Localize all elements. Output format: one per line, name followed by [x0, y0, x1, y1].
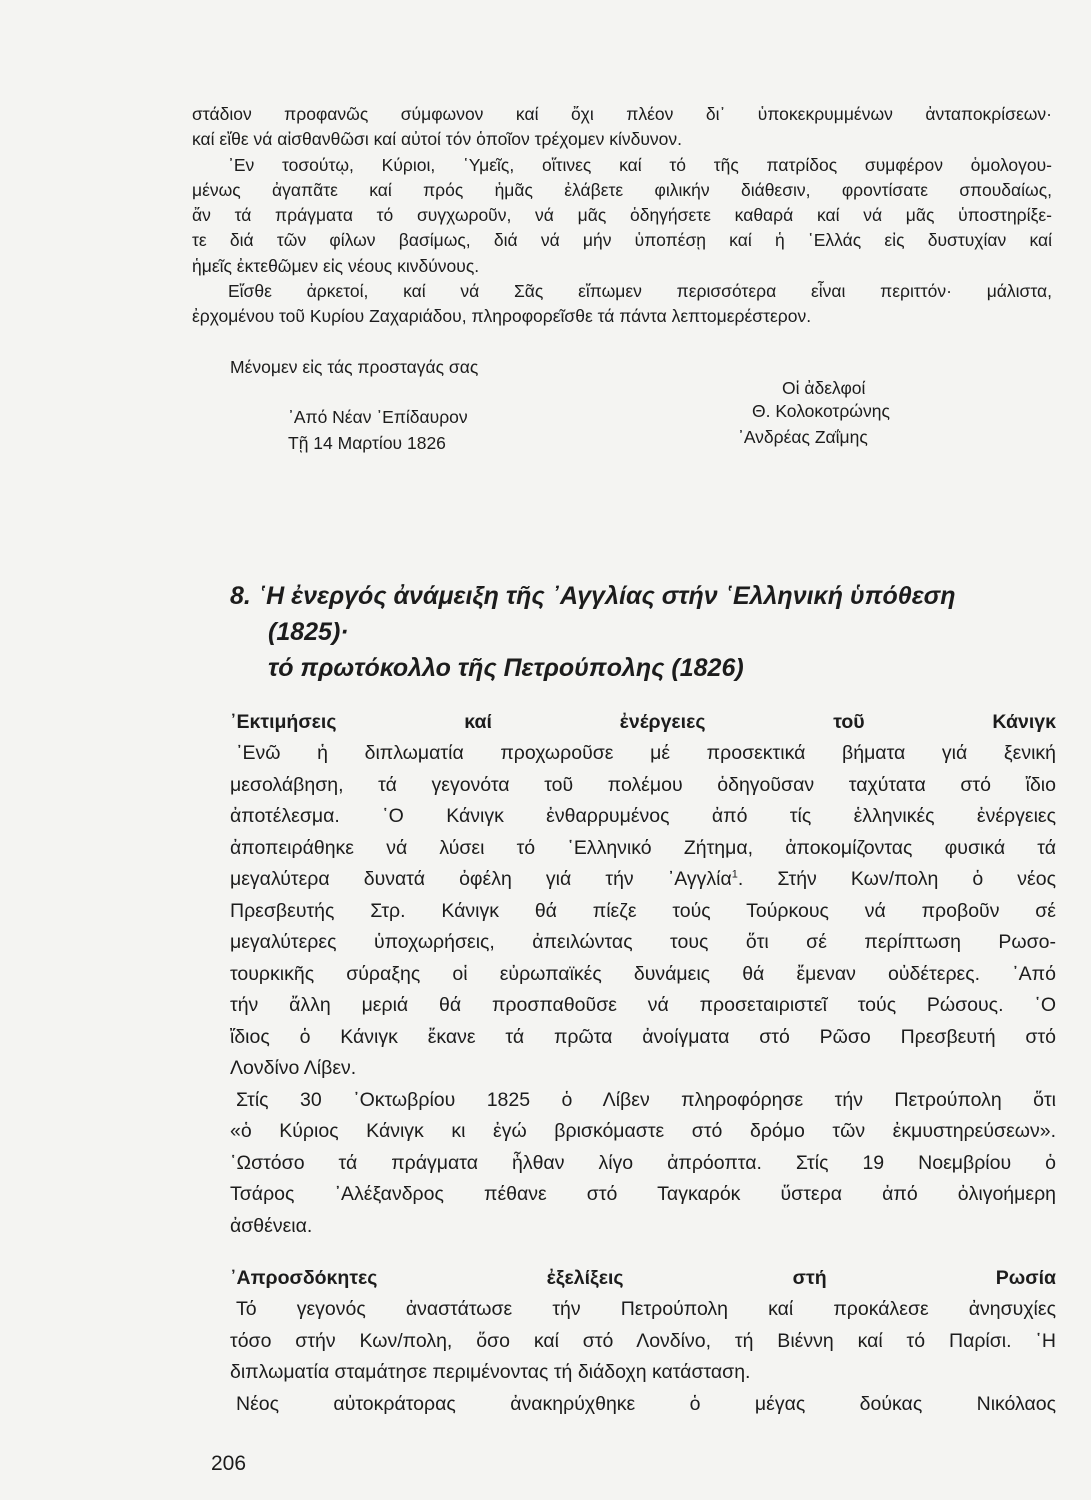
body-line: ῾Ωστόσο τά πράγματα ἦλθαν λίγο ἀπρόοπτα. Στίς 19 Νοεμβρίου ὁ: [230, 1151, 1056, 1174]
section-title-line-3: τό πρωτόκολλο τῆς Πετρούπολης (1826): [268, 654, 744, 682]
subsection-heading: ᾿Απροσδόκητες ἐξελίξεις στή Ρωσία: [230, 1267, 1056, 1289]
section-title-line-1: ῾Η ἐνεργός ἀνάμειξη τῆς ᾿Αγγλίας στήν ῾Ελληνική ὑπόθεση: [257, 582, 956, 610]
body-line: Νέος αὐτοκράτορας ἀνακηρύχθηκε ὁ μέγας δούκας Νικόλαος: [236, 1392, 1056, 1415]
signatory-zaimis: ᾿Ανδρέας Ζαΐμης: [738, 427, 868, 447]
body-line: τήν ἄλλη μεριά θά προσπαθοῦσε νά προσεταιριστεῖ τούς Ρώσους. ῾Ο: [230, 994, 1056, 1016]
letter-line: ἐρχομένου τοῦ Κυρίου Ζαχαριάδου, πληροφορεῖσθε τά πάντα λεπτομερέστερον.: [192, 306, 812, 327]
body-line: ᾿Ενῶ ἡ διπλωματία προχωροῦσε μέ προσεκτικά βήματα γιά ξενική: [236, 742, 1056, 764]
subsection-russia: [230, 1262, 1056, 1420]
body-line: ἀσθένεια.: [230, 1214, 313, 1237]
page-number: 206: [211, 1452, 247, 1475]
letter-salutation: Μένομεν εἰς τάς προσταγάς σας: [230, 357, 479, 377]
body-line: μεσολάβηση, τά γεγονότα τοῦ πολέμου ὁδηγοῦσαν ταχύτατα στό ἴδιο: [230, 773, 1056, 796]
letter-line: ᾿Εν τοσούτῳ, Κύριοι, ῾Υμεῖς, οἵτινες καί τό τῆς πατρίδος συμφέρον ὁμολογου-: [228, 154, 1052, 175]
body-line: ἴδιος ὁ Κάνιγκ ἔκανε τά πρῶτα ἀνοίγματα στό Ρῶσο Πρεσβευτή στό: [230, 1025, 1056, 1048]
letter-line: μένως ἀγαπᾶτε καί πρός ἡμᾶς ἐλάβετε φιλικήν διάθεσιν, φροντίσατε σπουδαίως,: [192, 179, 1052, 200]
body-line: «ὁ Κύριος Κάνιγκ κι ἐγώ βρισκόμαστε στό δρόμο τῶν ἐκμυστηρεύσεων».: [230, 1120, 1056, 1142]
letter-line: καί εἴθε νά αἰσθανθῶσι καί αὐτοί τόν ὁποῖον τρέχομεν κίνδυνον.: [192, 129, 682, 150]
body-line: διπλωματία σταμάτησε περιμένοντας τή διάδοχη κατάσταση.: [230, 1361, 751, 1383]
letter-excerpt: [192, 102, 1052, 453]
body-line: Πρεσβευτής Στρ. Κάνιγκ θά πίεζε τούς Τούρκους νά προβοῦν σέ: [230, 899, 1056, 922]
section-title-line-2: (1825)·: [268, 618, 349, 646]
letter-line: στάδιον προφανῶς σύμφωνον καί ὄχι πλέον δι᾿ ὑποκεκρυμμένων ἀνταποκρίσεων·: [192, 104, 1052, 124]
body-line: ἀποτέλεσμα. ῾Ο Κάνιγκ ἐνθαρρυμένος ἀπό τίς ἑλληνικές ἐνέργειες: [230, 805, 1056, 827]
body-line: τόσο στήν Κων/πολη, ὅσο καί στό Λονδίνο, τή Βιέννη καί τό Παρίσι. ῾Η: [230, 1329, 1056, 1352]
subsection-canning: [230, 706, 1056, 1242]
letter-line: ἄν τά πράγματα τό συγχωροῦν, νά μᾶς ὁδηγήσετε καθαρά καί νά μᾶς ὑποστηρίξε-: [192, 205, 1052, 226]
letter-place: ᾿Από Νέαν ᾿Επίδαυρον: [288, 407, 468, 427]
body-line: Λονδίνο Λίβεν.: [230, 1057, 357, 1079]
letter-line: Εἴσθε ἀρκετοί, καί νά Σᾶς εἴπωμεν περισσότερα εἶναι περιττόν· μάλιστα,: [228, 281, 1052, 302]
subsection-heading: ᾿Εκτιμήσεις καί ἐνέργειες τοῦ Κάνιγκ: [230, 711, 1056, 733]
signatory-kolokotronis: Θ. Κολοκοτρώνης: [752, 401, 890, 421]
letter-line: τε διά τῶν φίλων βασίμως, διά νά μήν ὑποπέσῃ καί ἡ ῾Ελλάς εἰς δυστυχίαν καί: [192, 230, 1052, 251]
signatories-title: Οἱ ἀδελφοί: [782, 378, 866, 398]
body-line: τουρκικῆς σύραξης οἱ εὐρωπαϊκές δυνάμεις θά ἔμεναν οὐδέτερες. ᾿Από: [230, 962, 1056, 985]
body-line: Στίς 30 ᾿Οκτωβρίου 1825 ὁ Λίβεν πληροφόρησε τήν Πετρούπολη ὅτι: [236, 1088, 1056, 1111]
letter-closing: [192, 355, 1052, 453]
letter-line: ἡμεῖς ἐκτεθῶμεν εἰς νέους κινδύνους.: [192, 255, 480, 276]
body-line: μεγαλύτερες ὑποχωρήσεις, ἀπειλώντας τους ὅτι σέ περίπτωση Ρωσο-: [230, 931, 1056, 953]
body-line: ἀποπειράθηκε νά λύσει τό ῾Ελληνικό Ζήτημα, ἀποκομίζοντας φυσικά τά: [230, 836, 1056, 859]
body-line: Τσάρος ᾿Αλέξανδρος πέθανε στό Ταγκαρόκ ὕστερα ἀπό ὀλιγοήμερη: [230, 1183, 1056, 1205]
letter-date: Τῇ 14 Μαρτίου 1826: [288, 433, 446, 453]
section-title: [230, 578, 1060, 686]
body-line-text: . Στήν Κων/πολη ὁ νέος: [737, 868, 1056, 890]
footnote-marker: 1: [731, 868, 738, 881]
body-line: Τό γεγονός ἀναστάτωσε τήν Πετρούπολη καί προκάλεσε ἀνησυχίες: [236, 1298, 1056, 1320]
body-line: [230, 864, 1056, 896]
section-number: 8.: [230, 582, 251, 610]
body-line-text: μεγαλύτερα δυνατά ὀφέλη γιά τήν ᾿Αγγλία: [230, 868, 732, 890]
